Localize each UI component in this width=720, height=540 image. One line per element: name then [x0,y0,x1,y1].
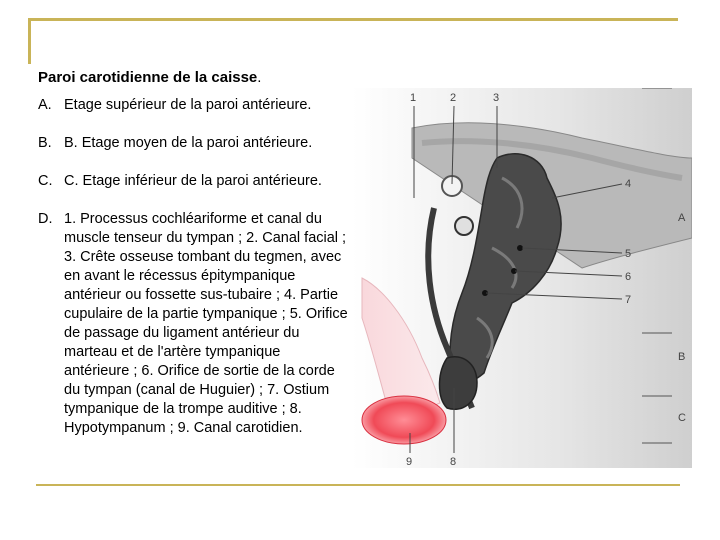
frame-left-rule [28,18,31,64]
slide-title-text: Paroi carotidienne de la caisse [38,69,258,86]
figure-label-7: 7 [625,294,632,306]
list-item [38,134,348,153]
figure-label-5: 5 [625,248,632,260]
list-marker: B. [38,135,52,151]
legend-list [38,96,348,457]
list-item [38,96,348,115]
figure-label-8: 8 [450,456,457,468]
figure-label-9: 9 [406,456,413,468]
frame-top-rule [28,18,678,21]
list-marker: D. [38,211,53,227]
figure-label-6: 6 [625,271,632,283]
zone-label-c: C [678,412,686,424]
cochleariform-process [455,217,473,235]
list-marker: C. [38,173,53,189]
carotid-canal [362,396,446,444]
list-marker: A. [38,97,52,113]
figure-label-3: 3 [493,92,500,104]
list-item-text: C. Etage inférieur de la paroi antérieure. [64,173,322,189]
zone-label-b: B [678,351,686,363]
slide-title [38,69,261,86]
zone-label-a: A [678,212,686,224]
anatomical-illustration [352,88,692,468]
hypotympanum [440,357,478,410]
figure-label-2: 2 [450,92,457,104]
list-item-text: Etage supérieur de la paroi antérieure. [64,97,312,113]
frame-bottom-rule [36,484,680,486]
slide-title-period: . [257,69,262,86]
list-item-text: B. Etage moyen de la paroi antérieure. [64,135,313,151]
list-item [38,172,348,191]
list-item-text: 1. Processus cochléariforme et canal du muscle tenseur du tympan ; 2. Canal facial ; 3. Crête osseuse tombant du tegmen, avec en avant le récessus épitympanique antérieur ou fossette sus-tubaire ; 4. Partie cupulaire de la partie tympanique ; 5. Orifice de passage du ligament antérieur du marteau et de l'artère tympanique antérieure ; 6. Orifice de sortie de la corde du tympan (canal de Huguier) ; 7. Ostium tympanique de la trompe auditive ; 8. Hypotympanum ; 9. Canal carotidien. [64,211,348,436]
list-item [38,210,348,438]
figure-label-4: 4 [625,178,632,190]
figure-label-1: 1 [410,92,417,104]
